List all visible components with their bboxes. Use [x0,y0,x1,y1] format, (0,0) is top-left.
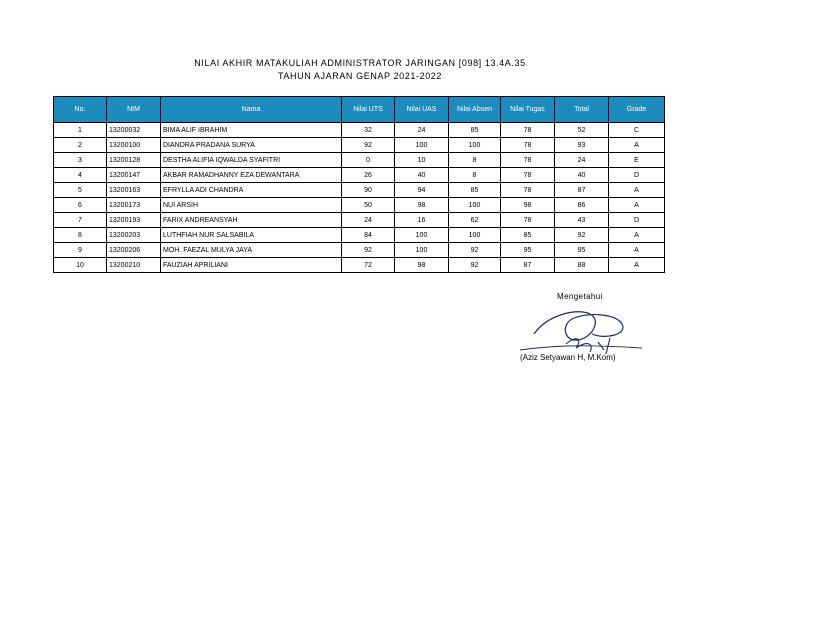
cell-grade: E [609,153,665,168]
cell-grade: A [609,183,665,198]
table-body [54,123,665,273]
column-header-total: Total [555,97,609,123]
column-header-nama: Nama [161,97,342,123]
cell-nim: 13200032 [107,123,161,138]
column-header-uts: Nilai UTS [342,97,395,123]
cell-no: 3 [54,153,107,168]
table-row [54,183,665,198]
table-row [54,258,665,273]
cell-grade: D [609,168,665,183]
handwritten-signature [518,304,644,360]
column-header-no: No. [54,97,107,123]
cell-no: 9 [54,243,107,258]
cell-total: 24 [555,153,609,168]
cell-total: 88 [555,258,609,273]
approval-label: Mengetahui [557,292,603,301]
table-row [54,213,665,228]
cell-nim: 13200210 [107,258,161,273]
cell-no: 6 [54,198,107,213]
cell-nim: 13200206 [107,243,161,258]
table-row [54,123,665,138]
column-header-grade: Grade [609,97,665,123]
column-header-nim: NIM [107,97,161,123]
cell-uts: 72 [342,258,395,273]
cell-nim: 13200193 [107,213,161,228]
cell-grade: A [609,228,665,243]
cell-nama: DESTHA ALIFIA IQWALDA SYAFITRI [161,153,342,168]
cell-absen: 100 [449,198,501,213]
cell-no: 2 [54,138,107,153]
cell-grade: A [609,198,665,213]
table-row [54,243,665,258]
cell-grade: C [609,123,665,138]
cell-absen: 8 [449,168,501,183]
cell-nama: AKBAR RAMADHANNY EZA DEWANTARA [161,168,342,183]
cell-nim: 13200147 [107,168,161,183]
table-row [54,168,665,183]
cell-no: 1 [54,123,107,138]
cell-total: 40 [555,168,609,183]
document-title: NILAI AKHIR MATAKULIAH ADMINISTRATOR JARINGAN [098] 13.4A.35 [194,58,526,68]
cell-total: 52 [555,123,609,138]
cell-nama: FAUZIAH APRILIANI [161,258,342,273]
cell-uas: 40 [395,168,449,183]
cell-nim: 13200203 [107,228,161,243]
cell-tugas: 78 [501,168,555,183]
cell-total: 93 [555,138,609,153]
cell-tugas: 78 [501,138,555,153]
cell-nama: EFRYLLA ADI CHANDRA [161,183,342,198]
cell-grade: A [609,258,665,273]
cell-uts: 84 [342,228,395,243]
cell-tugas: 78 [501,123,555,138]
cell-absen: 8 [449,153,501,168]
column-header-uas: Nilai UAS [395,97,449,123]
cell-no: 4 [54,168,107,183]
cell-nim: 13200163 [107,183,161,198]
cell-nama: DIANDRA PRADANA SURYA [161,138,342,153]
cell-grade: A [609,138,665,153]
table-row [54,153,665,168]
grades-table [53,96,665,273]
cell-no: 10 [54,258,107,273]
cell-absen: 85 [449,183,501,198]
cell-uas: 98 [395,198,449,213]
cell-no: 8 [54,228,107,243]
cell-tugas: 85 [501,228,555,243]
cell-total: 95 [555,243,609,258]
table-row [54,198,665,213]
cell-uts: 90 [342,183,395,198]
cell-uts: 50 [342,198,395,213]
cell-absen: 62 [449,213,501,228]
table-row [54,228,665,243]
table-row [54,138,665,153]
cell-uas: 98 [395,258,449,273]
table-header-row [54,97,665,123]
cell-uas: 100 [395,243,449,258]
cell-tugas: 87 [501,258,555,273]
cell-total: 43 [555,213,609,228]
cell-tugas: 78 [501,153,555,168]
cell-nama: LUTHFIAH NUR SALSABILA [161,228,342,243]
cell-uts: 32 [342,123,395,138]
cell-total: 92 [555,228,609,243]
cell-absen: 92 [449,243,501,258]
cell-grade: D [609,213,665,228]
cell-absen: 100 [449,138,501,153]
signer-name: (Aziz Setyawan H, M.Kom) [520,353,616,362]
cell-grade: A [609,243,665,258]
cell-tugas: 98 [501,198,555,213]
cell-absen: 92 [449,258,501,273]
cell-total: 87 [555,183,609,198]
cell-uts: 92 [342,138,395,153]
cell-nim: 13200173 [107,198,161,213]
cell-nama: FARIX ANDREANSYAH [161,213,342,228]
cell-no: 7 [54,213,107,228]
academic-year: TAHUN AJARAN GENAP 2021-2022 [277,71,443,81]
cell-uas: 100 [395,228,449,243]
cell-uas: 16 [395,213,449,228]
cell-uas: 10 [395,153,449,168]
cell-uts: 0 [342,153,395,168]
cell-uas: 24 [395,123,449,138]
cell-uas: 94 [395,183,449,198]
cell-nama: NUI ARSIH [161,198,342,213]
cell-tugas: 78 [501,183,555,198]
cell-nama: BIMA ALIF IBRAHIM [161,123,342,138]
cell-absen: 100 [449,228,501,243]
cell-no: 5 [54,183,107,198]
cell-uts: 92 [342,243,395,258]
column-header-tugas: Nilai Tugas [501,97,555,123]
column-header-absen: Nilai Absen [449,97,501,123]
cell-total: 86 [555,198,609,213]
cell-nim: 13200100 [107,138,161,153]
cell-uas: 100 [395,138,449,153]
cell-nama: MOH. FAEZAL MULYA JAYA [161,243,342,258]
cell-absen: 85 [449,123,501,138]
cell-uts: 26 [342,168,395,183]
cell-nim: 13200128 [107,153,161,168]
cell-tugas: 95 [501,243,555,258]
cell-uts: 24 [342,213,395,228]
cell-tugas: 78 [501,213,555,228]
